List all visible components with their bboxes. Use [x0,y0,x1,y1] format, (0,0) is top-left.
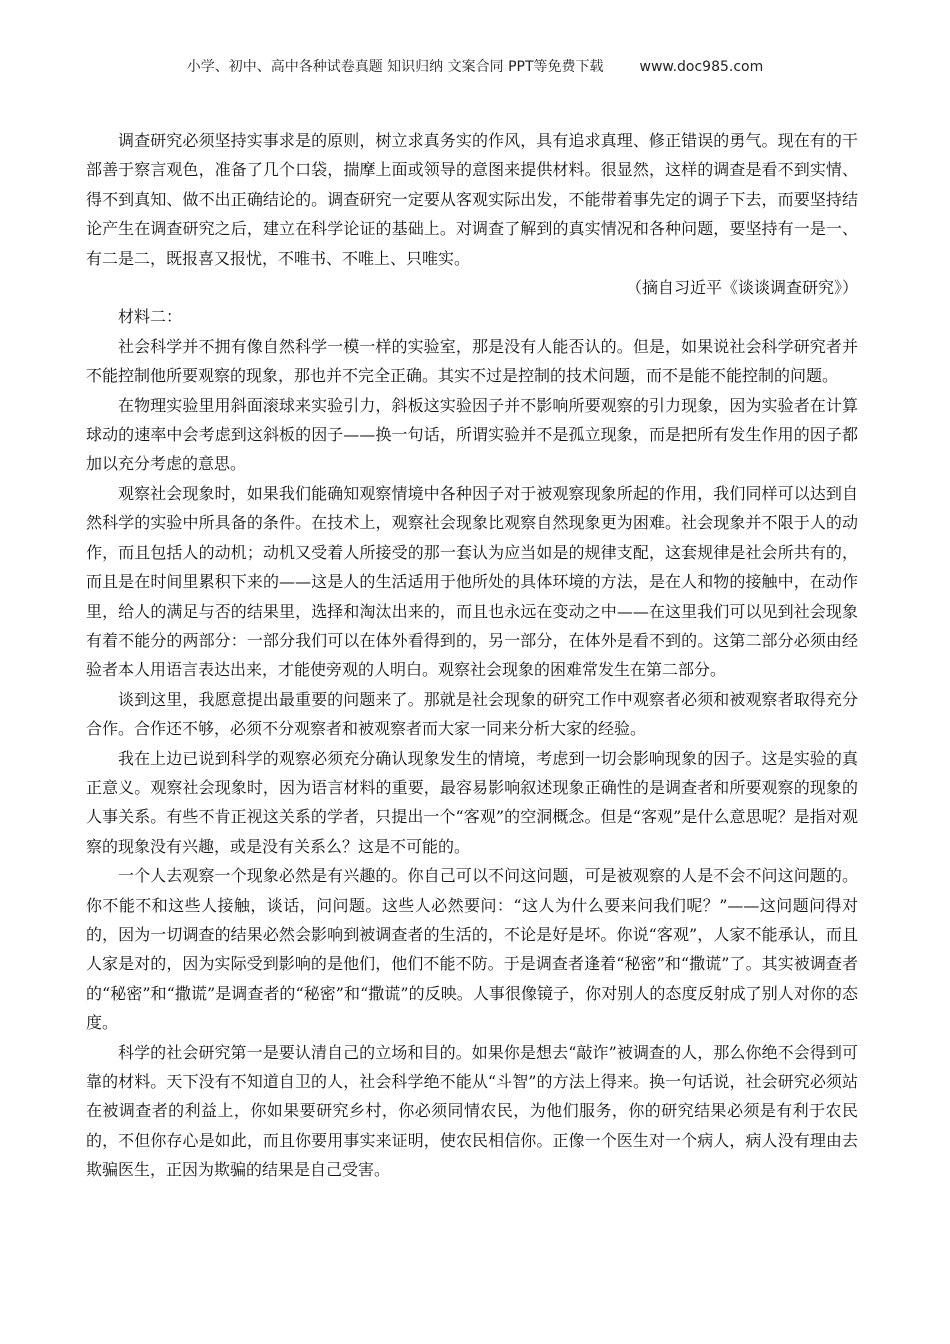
document-body [86,126,858,1185]
paragraph: 在物理实验里用斜面滚球来实验引力，斜板这实验因子并不影响所要观察的引力现象，因为实验者在计算球动的速率中会考虑到这斜板的因子——换一句话，所谓实验并不是孤立现象，而是把所有发生作用的因子都加以充分考虑的意思。 [86,395,858,474]
header-url[interactable]: www.doc985.com [639,59,764,75]
section-heading: 材料二： [118,307,183,327]
paragraph: 社会科学并不拥有像自然科学一模一样的实验室，那是没有人能否认的。但是，如果说社会科学研究者并不能控制他所要观察的现象，那也并不完全正确。其实不过是控制的技术问题，而不是能不能控制的问题。 [86,336,858,386]
paragraph: 我在上边已说到科学的观察必须充分确认现象发生的情境，考虑到一切会影响现象的因子。这是实验的真正意义。观察社会现象时，因为语言材料的重要，最容易影响叙述现象正确性的是调查者和所要观察的现象的人事关系。有些不肯正视这关系的学者，只提出一个“客观”的空洞概念。但是“客观”是什么意思呢？是指对观察的现象没有兴趣，或是没有关系么？这是不可能的。 [86,748,858,856]
paragraph: 谈到这里，我愿意提出最重要的问题来了。那就是社会现象的研究工作中观察者必须和被观察者取得充分合作。合作还不够，必须不分观察者和被观察者而大家一同来分析大家的经验。 [86,689,858,739]
header-text: 小学、初中、高中各种试卷真题 知识归纳 文案合同 PPT等免费下载 [186,59,604,75]
paragraph: 一个人去观察一个现象必然是有兴趣的。你自己可以不问这问题，可是被观察的人是不会不问这问题的。你不能不和这些人接触，谈话，问问题。这些人必然要问：“这人为什么要来问我们呢？”——这问题问得对的，因为一切调查的结果必然会影响到被调查者的生活的，不论是好是坏。你说“客观”，人家不能承认，而且人家是对的，因为实际受到影响的是他们，他们不能不防。于是调查者逢着“秘密”和“撒谎”了。其实被调查者的“秘密”和“撒谎”是调查者的“秘密”和“撒谎”的反映。人事很像镜子，你对别人的态度反射成了别人对你的态度。 [86,866,858,1033]
paragraph: 科学的社会研究第一是要认清自己的立场和目的。如果你是想去“敲诈”被调查的人，那么你绝不会得到可靠的材料。天下没有不知道自卫的人，社会科学绝不能从“斗智”的方法上得来。换一句话说，社会研究必须站在被调查者的利益上，你如果要研究乡村，你必须同情农民，为他们服务，你的研究结果必须是有利于农民的，不但你存心是如此，而且你要用事实来证明，使农民相信你。正像一个医生对一个病人，病人没有理由去欺骗医生，正因为欺骗的结果是自己受害。 [86,1042,858,1180]
page-header [0,56,950,76]
paragraph: 调查研究必须坚持实事求是的原则，树立求真务实的作风，具有追求真理、修正错误的勇气。现在有的干部善于察言观色，准备了几个口袋，揣摩上面或领导的意图来提供材料。很显然，这样的调查是看不到实情、得不到真知、做不出正确结论的。调查研究一定要从客观实际出发，不能带着事先定的调子下去，而要坚持结论产生在调查研究之后，建立在科学论证的基础上。对调查了解到的真实情况和各种问题，要坚持有一是一、有二是二，既报喜又报忧，不唯书、不唯上、只唯实。 [86,131,858,268]
paragraph: 观察社会现象时，如果我们能确知观察情境中各种因子对于被观察现象所起的作用，我们同样可以达到自然科学的实验中所具备的条件。在技术上，观察社会现象比观察自然现象更为困难。社会现象并不限于人的动作，而且包括人的动机；动机又受着人所接受的那一套认为应当如是的规律支配，这套规律是社会所共有的，而且是在时间里累积下来的——这是人的生活适用于他所处的具体环境的方法，是在人和物的接触中，在动作里，给人的满足与否的结果里，选择和淘汰出来的，而且也永远在变动之中——在这里我们可以见到社会现象有着不能分的两部分：一部分我们可以在体外看得到的，另一部分，在体外是看不到的。这第二部分必须由经验者本人用语言表达出来，才能使旁观的人明白。观察社会现象的困难常发生在第二部分。 [86,483,858,680]
source-citation: （摘自习近平《谈谈调查研究》） [625,278,858,298]
